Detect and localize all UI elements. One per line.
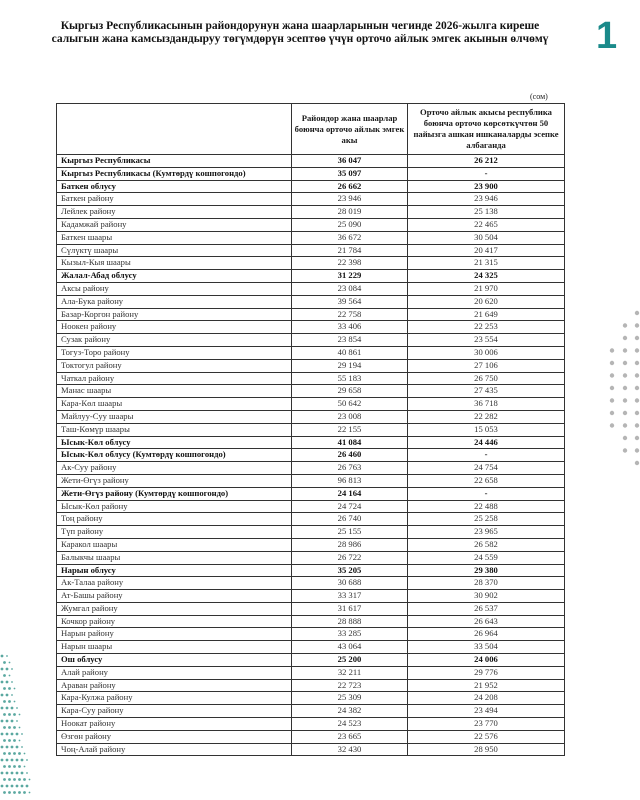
table-row [57,372,565,385]
region-name-cell: Ысык-Көл облусу [57,436,292,449]
region-name-cell: Ала-Бука району [57,295,292,308]
region-name-cell: Ноокен району [57,321,292,334]
average-wage-cell: 28 986 [292,538,408,551]
table-row [57,206,565,219]
table-row [57,526,565,539]
average-wage-excluding-cell: 26 964 [408,628,565,641]
average-wage-cell: 28 888 [292,615,408,628]
average-wage-cell: 23 084 [292,282,408,295]
average-wage-cell: 36 047 [292,155,408,168]
table-row [57,602,565,615]
header-average-wage: Райондор жана шаарлар боюнча орточо айлык эмгек акы [292,104,408,155]
average-wage-excluding-cell: 24 325 [408,270,565,283]
average-wage-excluding-cell: 26 582 [408,538,565,551]
average-wage-excluding-cell: 23 965 [408,526,565,539]
table-row [57,257,565,270]
average-wage-cell: 24 523 [292,718,408,731]
average-wage-cell: 23 665 [292,730,408,743]
table-body [57,155,565,756]
header-average-wage-excluding: Орточо айлык акысы республика боюнча орточо көрсөткүчтөн 50 пайызга ашкан ишканаларды эсепке албаганда [408,104,565,155]
average-wage-cell: 32 211 [292,666,408,679]
region-name-cell: Тогуз-Торо району [57,346,292,359]
table-row [57,500,565,513]
region-name-cell: Кыргыз Республикасы (Кумтөрдү кошпогондо) [57,167,292,180]
average-wage-excluding-cell: 24 006 [408,654,565,667]
average-wage-cell: 35 097 [292,167,408,180]
average-wage-cell: 29 194 [292,359,408,372]
average-wage-cell: 36 672 [292,231,408,244]
table-row [57,462,565,475]
table-row [57,538,565,551]
average-wage-excluding-cell: 26 750 [408,372,565,385]
average-wage-excluding-cell: 24 754 [408,462,565,475]
average-wage-excluding-cell: 22 282 [408,410,565,423]
average-wage-cell: 23 854 [292,334,408,347]
table-row [57,244,565,257]
table-row [57,436,565,449]
region-name-cell: Ат-Башы району [57,590,292,603]
currency-unit-label: (сом) [530,92,548,101]
average-wage-cell: 23 946 [292,193,408,206]
table-row [57,398,565,411]
table-row [57,474,565,487]
average-wage-excluding-cell: 25 138 [408,206,565,219]
table-header-row [57,104,565,155]
region-name-cell: Алай району [57,666,292,679]
average-wage-excluding-cell: 26 643 [408,615,565,628]
region-name-cell: Чаткал району [57,372,292,385]
region-name-cell: Кадамжай району [57,218,292,231]
region-name-cell: Сузак району [57,334,292,347]
average-wage-cell: 25 155 [292,526,408,539]
table-row [57,666,565,679]
table-row [57,321,565,334]
average-wage-excluding-cell: 36 718 [408,398,565,411]
average-wage-cell: 39 564 [292,295,408,308]
average-wage-excluding-cell: 22 658 [408,474,565,487]
average-wage-cell: 55 183 [292,372,408,385]
average-wage-cell: 33 285 [292,628,408,641]
region-name-cell: Майлуу-Суу шаары [57,410,292,423]
average-wage-excluding-cell: - [408,167,565,180]
average-wage-excluding-cell: 15 053 [408,423,565,436]
average-wage-excluding-cell: 27 106 [408,359,565,372]
average-wage-excluding-cell: 22 488 [408,500,565,513]
region-name-cell: Чоң-Алай району [57,743,292,756]
decorative-dots-right [600,308,640,478]
average-wage-cell: 22 723 [292,679,408,692]
table-row [57,231,565,244]
table-row [57,295,565,308]
table-row [57,270,565,283]
average-wage-excluding-cell: 30 504 [408,231,565,244]
average-wage-cell: 43 064 [292,641,408,654]
average-wage-excluding-cell: - [408,487,565,500]
region-name-cell: Жети-Өгүз району [57,474,292,487]
table-row [57,513,565,526]
average-wage-cell: 31 617 [292,602,408,615]
table-row [57,385,565,398]
average-wage-excluding-cell: 23 900 [408,180,565,193]
average-wage-excluding-cell: - [408,449,565,462]
table-row [57,487,565,500]
average-wage-cell: 33 406 [292,321,408,334]
table-row [57,334,565,347]
average-wage-cell: 41 084 [292,436,408,449]
average-wage-excluding-cell: 23 946 [408,193,565,206]
region-name-cell: Кочкор району [57,615,292,628]
average-wage-cell: 21 784 [292,244,408,257]
region-name-cell: Баткен шаары [57,231,292,244]
region-name-cell: Лейлек району [57,206,292,219]
average-wage-excluding-cell: 29 776 [408,666,565,679]
table-row [57,449,565,462]
table-row [57,180,565,193]
region-name-cell: Ысык-Көл району [57,500,292,513]
region-name-cell: Аксы району [57,282,292,295]
average-wage-cell: 23 008 [292,410,408,423]
average-wage-excluding-cell: 20 620 [408,295,565,308]
table-row [57,193,565,206]
average-wage-cell: 29 658 [292,385,408,398]
table-row [57,167,565,180]
header-region [57,104,292,155]
region-name-cell: Ак-Суу району [57,462,292,475]
average-wage-excluding-cell: 26 212 [408,155,565,168]
region-name-cell: Ноокат району [57,718,292,731]
table-row [57,615,565,628]
average-wage-excluding-cell: 22 576 [408,730,565,743]
average-wage-cell: 50 642 [292,398,408,411]
region-name-cell: Баткен облусу [57,180,292,193]
average-wage-cell: 35 205 [292,564,408,577]
average-wage-cell: 26 763 [292,462,408,475]
region-name-cell: Жети-Өгүз району (Кумтөрдү кошпогондо) [57,487,292,500]
region-name-cell: Түп району [57,526,292,539]
region-name-cell: Кызыл-Кыя шаары [57,257,292,270]
region-name-cell: Манас шаары [57,385,292,398]
table-row [57,282,565,295]
average-wage-excluding-cell: 21 970 [408,282,565,295]
table-row [57,308,565,321]
region-name-cell: Кара-Кулжа району [57,692,292,705]
table-row [57,577,565,590]
table-row [57,692,565,705]
region-name-cell: Нарын облусу [57,564,292,577]
table-row [57,641,565,654]
average-wage-excluding-cell: 20 417 [408,244,565,257]
decorative-dots-left [0,650,40,800]
average-wage-cell: 25 200 [292,654,408,667]
average-wage-excluding-cell: 24 208 [408,692,565,705]
region-name-cell: Кара-Көл шаары [57,398,292,411]
average-wage-cell: 40 861 [292,346,408,359]
region-name-cell: Жумгал району [57,602,292,615]
document-title: Кыргыз Республикасынын райондорунун жана шаарларынын чегинде 2026-жылга киреше салыгын жана камсыздандыруу төгүмдөрүн эсептөө үчүн орточо айлык эмгек акынын өлчөмү [51,20,549,45]
table-row [57,564,565,577]
region-name-cell: Таш-Көмүр шаары [57,423,292,436]
average-wage-cell: 25 309 [292,692,408,705]
table-row [57,730,565,743]
table-row [57,218,565,231]
region-name-cell: Нарын району [57,628,292,641]
region-name-cell: Ош облусу [57,654,292,667]
average-wage-cell: 22 398 [292,257,408,270]
table-row [57,359,565,372]
average-wage-cell: 32 430 [292,743,408,756]
region-name-cell: Өзгөн району [57,730,292,743]
average-wage-excluding-cell: 24 446 [408,436,565,449]
table-row [57,590,565,603]
table-row [57,679,565,692]
average-wage-excluding-cell: 21 649 [408,308,565,321]
table-row [57,410,565,423]
region-name-cell: Балыкчы шаары [57,551,292,564]
average-wage-cell: 24 382 [292,705,408,718]
average-wage-cell: 26 662 [292,180,408,193]
average-wage-excluding-cell: 29 380 [408,564,565,577]
table-row [57,628,565,641]
average-wage-excluding-cell: 28 950 [408,743,565,756]
average-wage-cell: 25 090 [292,218,408,231]
average-wage-excluding-cell: 27 435 [408,385,565,398]
region-name-cell: Тоң району [57,513,292,526]
region-name-cell: Баткен району [57,193,292,206]
average-wage-excluding-cell: 33 504 [408,641,565,654]
average-wage-cell: 26 740 [292,513,408,526]
average-wage-cell: 22 758 [292,308,408,321]
average-wage-cell: 24 724 [292,500,408,513]
region-name-cell: Ысык-Көл облусу (Кумтөрдү кошпогондо) [57,449,292,462]
average-wage-cell: 96 813 [292,474,408,487]
region-name-cell: Кара-Суу району [57,705,292,718]
average-wage-cell: 22 155 [292,423,408,436]
average-wage-cell: 26 460 [292,449,408,462]
average-wage-excluding-cell: 25 258 [408,513,565,526]
table-row [57,705,565,718]
region-name-cell: Базар-Коргон району [57,308,292,321]
average-wage-excluding-cell: 30 006 [408,346,565,359]
wage-table [56,103,565,756]
region-name-cell: Нарын шаары [57,641,292,654]
average-wage-excluding-cell: 23 554 [408,334,565,347]
region-name-cell: Каракол шаары [57,538,292,551]
average-wage-excluding-cell: 30 902 [408,590,565,603]
region-name-cell: Токтогул району [57,359,292,372]
average-wage-excluding-cell: 22 465 [408,218,565,231]
table-row [57,654,565,667]
average-wage-excluding-cell: 24 559 [408,551,565,564]
average-wage-excluding-cell: 23 770 [408,718,565,731]
average-wage-cell: 24 164 [292,487,408,500]
table-row [57,346,565,359]
region-name-cell: Ак-Талаа району [57,577,292,590]
average-wage-excluding-cell: 21 315 [408,257,565,270]
average-wage-cell: 33 317 [292,590,408,603]
table-row [57,551,565,564]
average-wage-cell: 28 019 [292,206,408,219]
average-wage-excluding-cell: 22 253 [408,321,565,334]
region-name-cell: Сүлүктү шаары [57,244,292,257]
average-wage-excluding-cell: 28 370 [408,577,565,590]
page-number: 1 [596,15,618,57]
average-wage-cell: 26 722 [292,551,408,564]
region-name-cell: Жалал-Абад облусу [57,270,292,283]
average-wage-excluding-cell: 21 952 [408,679,565,692]
average-wage-cell: 30 688 [292,577,408,590]
region-name-cell: Араван району [57,679,292,692]
table-row [57,718,565,731]
region-name-cell: Кыргыз Республикасы [57,155,292,168]
average-wage-cell: 31 229 [292,270,408,283]
table-row [57,423,565,436]
average-wage-excluding-cell: 26 537 [408,602,565,615]
table-row [57,155,565,168]
average-wage-excluding-cell: 23 494 [408,705,565,718]
table-row [57,743,565,756]
